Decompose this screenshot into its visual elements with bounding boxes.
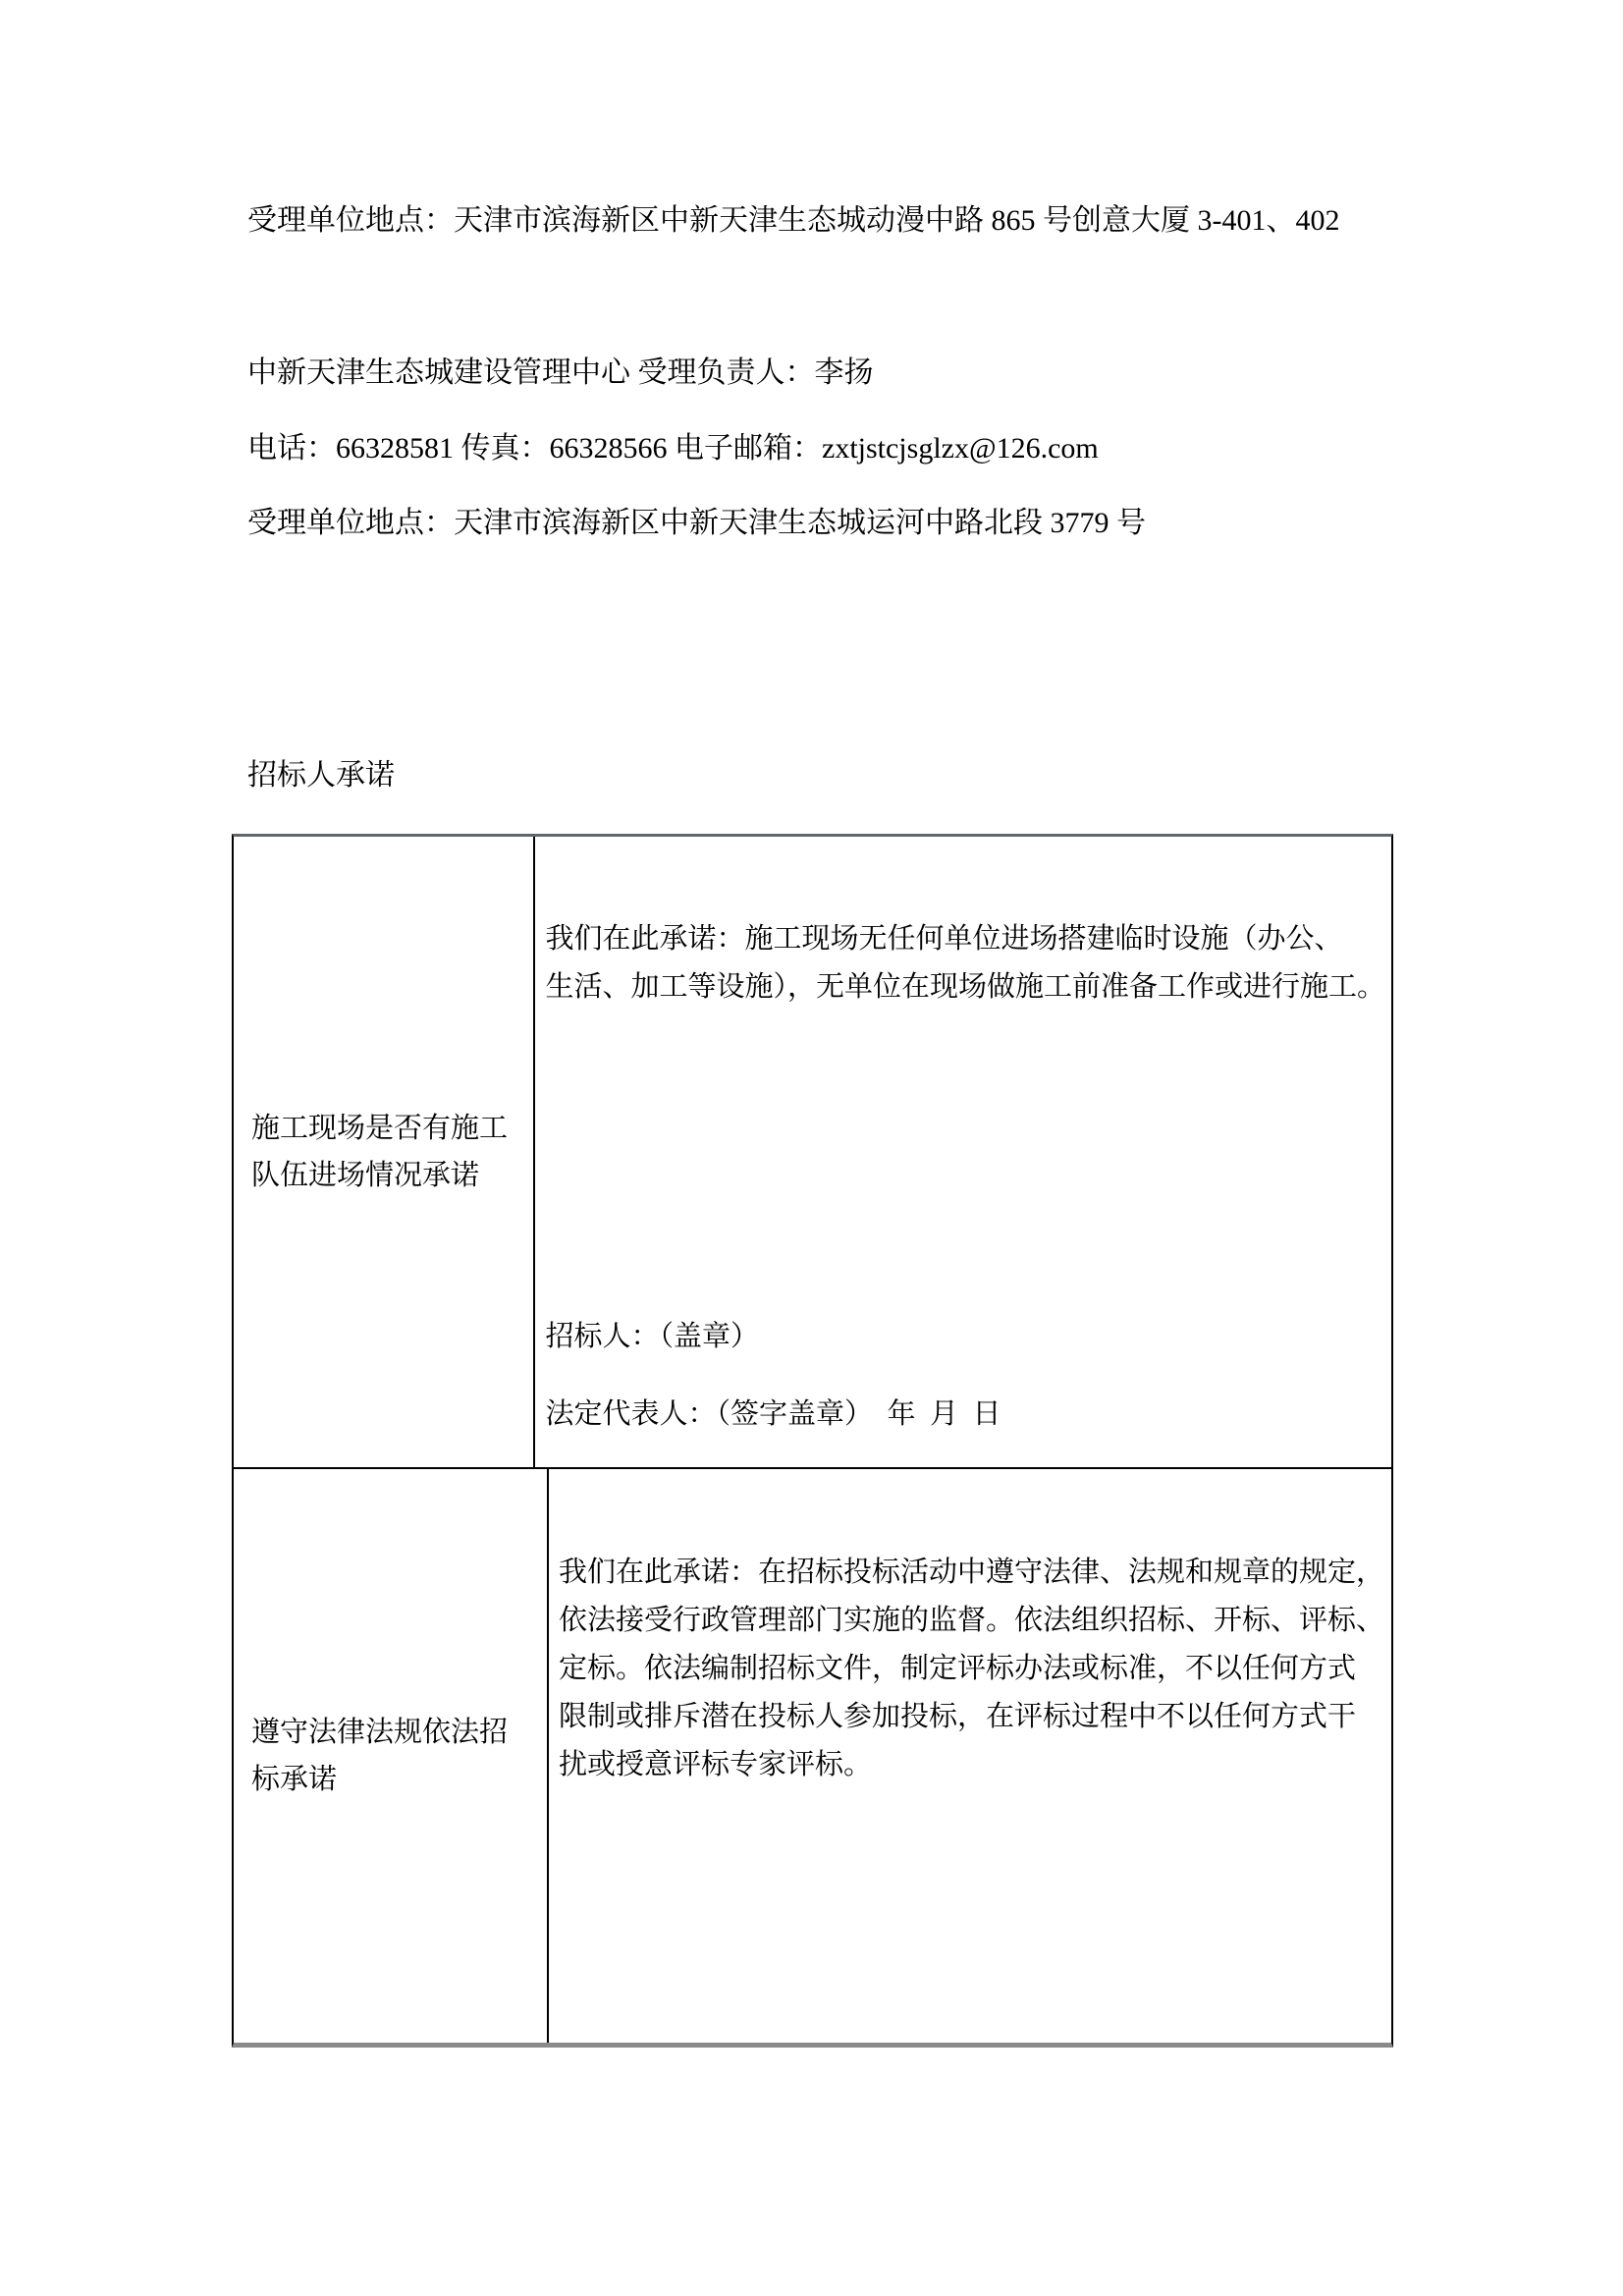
promise-paragraph <box>559 1469 1385 1789</box>
commitment-label-law-compliance: 遵守法律法规依法招标承诺 <box>251 1717 509 1795</box>
commitment-text-cell <box>535 837 1391 1467</box>
promise-text-line: 我们在此承诺：在招标投标活动中遵守法律、法规和规章的规定， <box>559 1557 1385 1588</box>
promise-text-line: 扰或授意评标专家评标。 <box>559 1749 873 1780</box>
table-row <box>234 1469 1391 2043</box>
commitment-label-cell <box>234 1469 549 2043</box>
promise-paragraph <box>545 837 1385 1011</box>
commitment-label-cell <box>234 837 535 1467</box>
legal-representative-sign-line: 法定代表人：（签字盖章） 年 月 日 <box>545 1398 1001 1430</box>
promise-text-line: 定标。依法编制招标文件，制定评标办法或标准，不以任何方式 <box>559 1653 1357 1684</box>
promise-text-line: 生活、加工等设施），无单位在现场做施工前准备工作或进行施工。 <box>545 971 1385 1003</box>
promise-text-line: 我们在此承诺：施工现场无任何单位进场搭建临时设施（办公、 <box>545 923 1343 955</box>
phone-fax-email-line: 电话：66328581 传真：66328566 电子邮箱：zxtjstcjsglzx@126.com <box>247 432 1099 465</box>
commitment-label-construction-site: 施工现场是否有施工队伍进场情况承诺 <box>251 1113 509 1191</box>
management-center-contact-line: 中新天津生态城建设管理中心 受理负责人：李扬 <box>247 356 874 389</box>
commitment-text-cell <box>549 1469 1391 2043</box>
section-heading-tenderer-commitment: 招标人承诺 <box>247 759 395 792</box>
accepting-unit-address-line: 受理单位地点：天津市滨海新区中新天津生态城动漫中路 865 号创意大厦 3-401、402 <box>247 204 1340 237</box>
table-row <box>234 837 1391 1469</box>
promise-text-line: 依法接受行政管理部门实施的监督。依法组织招标、开标、评标、 <box>559 1605 1385 1636</box>
accepting-unit-address-line-2: 受理单位地点：天津市滨海新区中新天津生态城运河中路北段 3779 号 <box>247 507 1146 539</box>
tenderer-seal-line: 招标人：（盖章） <box>545 1321 759 1352</box>
promise-text-line: 限制或排斥潜在投标人参加投标，在评标过程中不以任何方式干 <box>559 1701 1357 1732</box>
commitment-table <box>232 834 1393 2048</box>
